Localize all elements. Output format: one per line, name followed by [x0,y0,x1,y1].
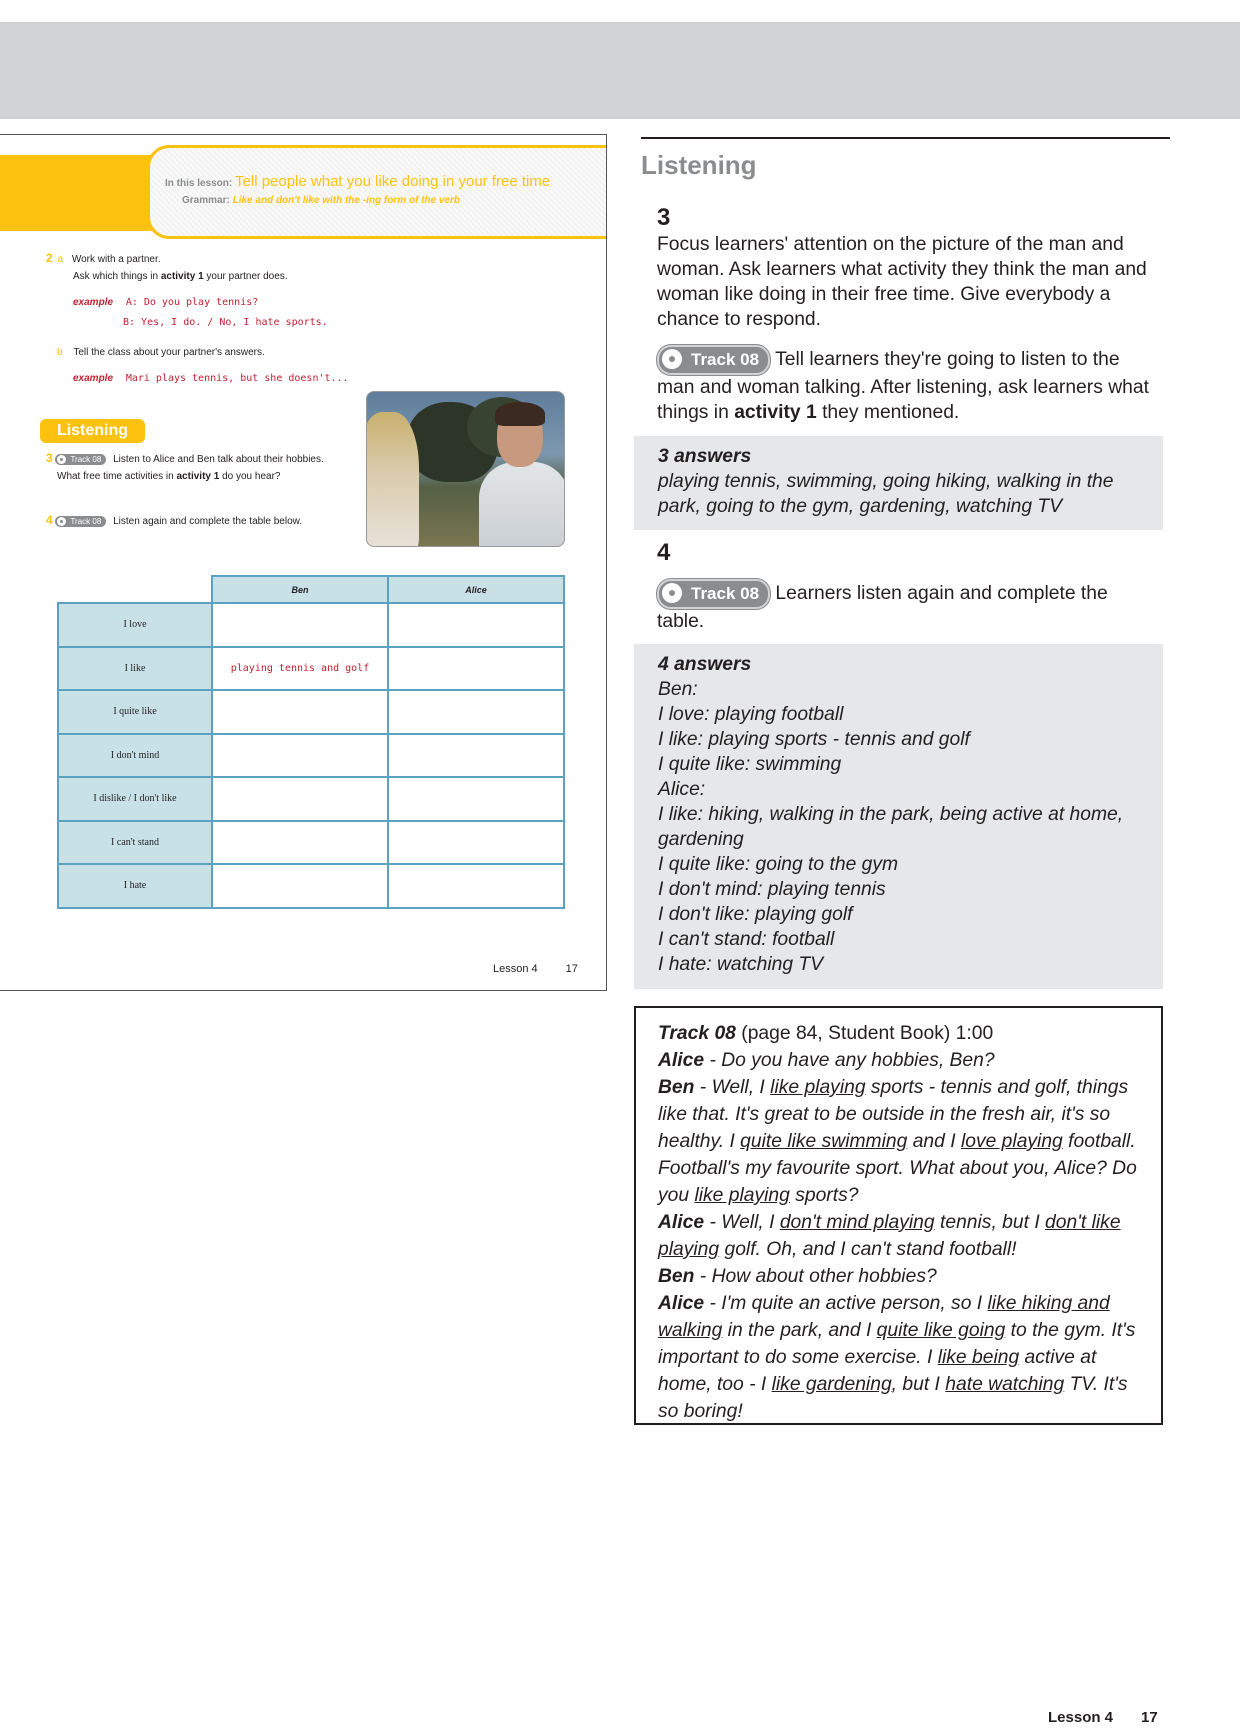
lesson-aim: In this lesson: Tell people what you like doing in your free time [165,173,551,190]
note-3-track: Track 08 Tell learners they're going to listen to the man and woman talking. After listening, ask learners what things in activity 1 they mentioned. [657,345,1157,425]
row-label: I like [58,647,212,691]
cell-ben[interactable] [212,821,388,865]
note-number-3: 3 [657,204,671,231]
likes-table [57,575,565,909]
table-row [58,864,564,908]
section-title: Listening [641,150,757,180]
exercise-2a: 2 a Work with a partner. [46,251,161,265]
column-header-alice: Alice [388,576,564,603]
answers-4-title: 4 answers [658,654,752,675]
answer-line: Alice: [658,779,706,800]
row-label: I hate [58,864,212,908]
cell-alice[interactable] [388,734,564,778]
lesson-info-box [147,145,607,239]
transcript-header: Track 08 (page 84, Student Book) 1:00 [658,1023,994,1044]
note-number-4: 4 [657,539,671,566]
photo-man-and-woman [366,391,565,547]
exercise-2b-example: example Mari plays tennis, but she doesn't... [73,373,349,384]
answer-line: I don't mind: playing tennis [658,879,886,900]
exercise-2a-instruction: Ask which things in activity 1 your partner does. [73,271,288,282]
row-label: I dislike / I don't like [58,777,212,821]
transcript-line: Alice - I'm quite an active person, so I like hiking and walking in the park, and I quite like going to the gym. It's important to do some exercise. I like being active at home, too - I like gardening, but I hate watching TV. It's so boring! [658,1293,1136,1422]
track-08-badge[interactable]: Track 08 [657,579,770,609]
transcript-line: Alice - Do you have any hobbies, Ben? [658,1050,995,1071]
exercise-3: 3 Track 08 Listen to Alice and Ben talk about their hobbies. [46,451,324,465]
exercise-4: 4 Track 08 Listen again and complete the table below. [46,513,303,527]
transcript-line: Ben - Well, I like playing sports - tennis and golf, things like that. It's great to be outside in the fresh air, it's so healthy. I quite like swimming and I love playing football. Football's my favourite sport. What about you, Alice? Do you like playing sports? [658,1077,1137,1206]
cell-ben[interactable]: playing tennis and golf [212,647,388,691]
cell-ben[interactable] [212,734,388,778]
answer-line: I love: playing football [658,704,844,725]
table-row [58,734,564,778]
answer-line: I like: hiking, walking in the park, being active at home, gardening [658,804,1124,850]
exercise-2a-example-a: example A: Do you play tennis? [73,297,259,308]
row-label: I don't mind [58,734,212,778]
table-row [58,603,564,647]
row-label: I can't stand [58,821,212,865]
cell-alice[interactable] [388,690,564,734]
answer-line: Ben: [658,679,698,700]
exercise-2a-example-b: B: Yes, I do. / No, I hate sports. [123,317,328,328]
cell-ben[interactable] [212,864,388,908]
cell-alice[interactable] [388,821,564,865]
lesson-aim-text: Tell people what you like doing in your free time [235,173,551,190]
answer-line: I quite like: swimming [658,754,842,775]
track-08-badge[interactable]: Track 08 [55,516,106,527]
track-08-badge[interactable]: Track 08 [55,454,106,465]
exercise-2b: b Tell the class about your partner's answers. [57,347,265,358]
answer-line: I can't stand: football [658,929,835,950]
cell-alice[interactable] [388,864,564,908]
table-row [58,647,564,691]
page-footer: Lesson 4 17 [1048,1709,1158,1726]
note-4-text: Track 08 Learners listen again and complete the table. [657,579,1157,634]
answers-3-box [634,436,1163,530]
track-08-transcript [634,1006,1163,1425]
transcript-line: Alice - Well, I don't mind playing tennis, but I don't like playing golf. Oh, and I can't stand football! [658,1212,1121,1260]
exercise-3-question: What free time activities in activity 1 do you hear? [57,471,281,482]
answers-3-title: 3 answers [658,446,752,467]
table-row [58,690,564,734]
answer-line: I don't like: playing golf [658,904,853,925]
table-row [58,821,564,865]
answers-3-text: playing tennis, swimming, going hiking, walking in the park, going to the gym, gardening, watching TV [658,471,1114,517]
cell-ben[interactable] [212,777,388,821]
cell-alice[interactable] [388,777,564,821]
answer-line: I hate: watching TV [658,954,824,975]
cell-alice[interactable] [388,647,564,691]
track-08-badge[interactable]: Track 08 [657,345,770,375]
answer-line: I quite like: going to the gym [658,854,899,875]
table-row [58,777,564,821]
transcript-line: Ben - How about other hobbies? [658,1266,937,1287]
student-book-page [0,134,607,991]
cell-ben[interactable] [212,690,388,734]
lesson-grammar-text: Like and don't like with the -ing form of the verb [232,195,460,206]
row-label: I quite like [58,690,212,734]
section-rule [641,137,1170,139]
note-3-text: Focus learners' attention on the picture of the man and woman. Ask learners what activity they think the man and woman like doing in their free time. Give everybody a chance to respond. [657,234,1147,330]
answer-line: I like: playing sports - tennis and golf [658,729,970,750]
cell-ben[interactable] [212,603,388,647]
top-grey-band [0,22,1240,119]
column-header-ben: Ben [212,576,388,603]
student-book-footer: Lesson 4 17 [493,963,578,975]
lesson-yellow-band [0,155,155,231]
cell-alice[interactable] [388,603,564,647]
row-label: I love [58,603,212,647]
answers-4-box [634,644,1163,989]
lesson-grammar: Grammar: Like and don't like with the -ing form of the verb [182,195,460,206]
listening-section-tag: Listening [40,419,145,443]
